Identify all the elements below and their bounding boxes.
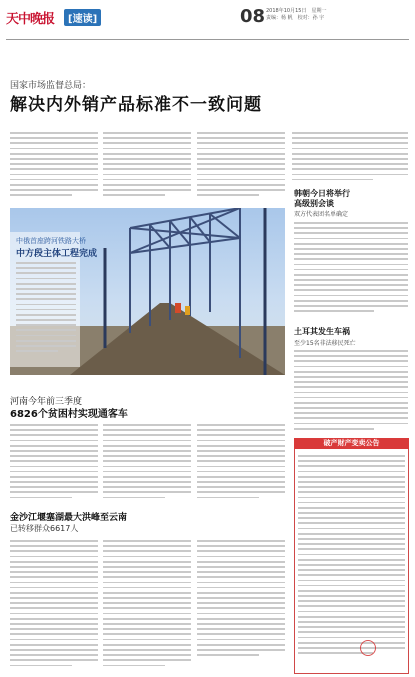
henan-body-col-3 — [197, 424, 285, 502]
notice-body — [298, 455, 405, 657]
yunnan-body-col-2 — [103, 540, 191, 670]
yunnan-body-col-3 — [197, 540, 285, 659]
photo-kicker: 中俄首座跨河铁路大桥 — [16, 237, 86, 245]
newspaper-logo: 天中晚报 — [6, 12, 55, 27]
side-story-2-body — [294, 350, 408, 433]
lead-body-col-4 — [292, 132, 408, 184]
lead-kicker: 国家市场监督总局： — [10, 81, 92, 91]
henan-body-col-1 — [10, 424, 98, 502]
notice-title: 破产财产变卖公告 — [294, 438, 409, 449]
side-story-1-body — [294, 222, 408, 315]
side-story-2-subtitle: 至少15名非法移民死亡 — [294, 340, 356, 347]
lead-body-col-1 — [10, 132, 98, 199]
lead-headline: 解决内外销产品标准不一致问题 — [10, 95, 262, 115]
side-story-1-subtitle-1: 高级别会谈 — [294, 199, 334, 208]
page-number: 08 — [240, 6, 266, 27]
yunnan-subtitle: 已转移群众6617人 — [10, 524, 79, 533]
yunnan-title: 金沙江堰塞湖最大洪峰至云南 — [10, 513, 128, 523]
masthead — [6, 4, 409, 38]
side-story-2-title: 土耳其发生车祸 — [294, 327, 350, 336]
side-story-1-title: 韩朝今日将举行 — [294, 189, 350, 198]
date-line-1: 2018年10月15日 星期一 — [266, 8, 327, 14]
lead-body-col-3 — [197, 132, 285, 199]
date-line — [266, 8, 326, 22]
yunnan-body-col-1 — [10, 540, 98, 670]
photo-caption-text — [16, 262, 76, 355]
henan-kicker: 河南今年前三季度 — [10, 397, 83, 407]
side-story-1-subtitle-2: 双方代表团名单确定 — [294, 211, 349, 218]
section-badge: [速读] — [64, 9, 101, 26]
henan-title: 6826个贫困村实现通客车 — [10, 409, 128, 420]
lead-body-col-2 — [103, 132, 191, 199]
masthead-divider — [6, 39, 409, 40]
notice-seal-stamp — [360, 640, 376, 656]
date-line-2: 责编：杨 帆 校对：孙 宇 — [266, 15, 325, 21]
henan-body-col-2 — [103, 424, 191, 502]
photo-title: 中方段主体工程完成 — [16, 249, 98, 259]
